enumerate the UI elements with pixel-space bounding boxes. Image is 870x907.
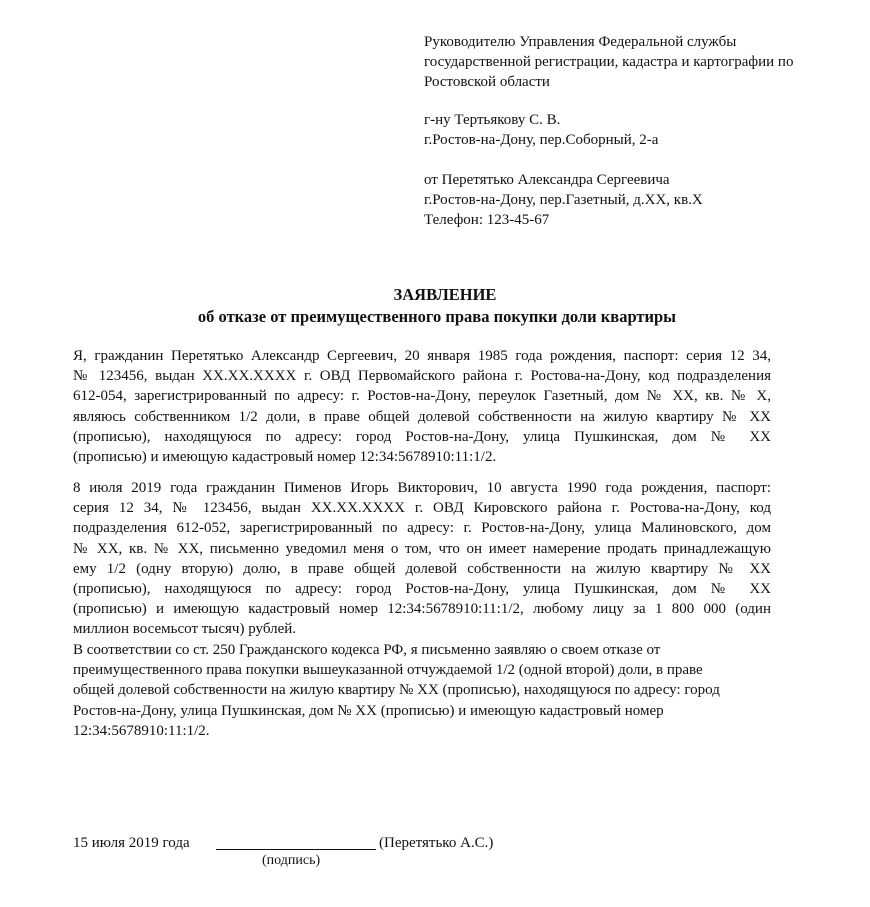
paragraph-line: (прописью), находящуюся по адресу: город Ростов-на-Дону, улица Пушкинская, дом № ХХ — [73, 581, 771, 598]
paragraph-line: Я, гражданин Перетятько Александр Сергеевич, 20 января 1985 года рождения, паспорт: серия 12 34, — [73, 348, 771, 364]
paragraph-line: В соответствии со ст. 250 Гражданского кодекса РФ, я письменно заявляю о своем отказе от — [73, 642, 661, 658]
signature-date: 15 июля 2019 года — [73, 835, 190, 851]
paragraph-line: (прописью), находящуюся по адресу: город Ростов-на-Дону, улица Пушкинская, дом № ХХ — [73, 428, 771, 445]
paragraph-line: 12:34:5678910:11:1/2. — [73, 722, 210, 739]
sender-phone: Телефон: 123-45-67 — [424, 212, 550, 228]
recipient-address: г.Ростов-на-Дону, пер.Соборный, 2-а — [424, 132, 659, 148]
paragraph-line: № 123456, выдан ХХ.ХХ.ХХХХ г. ОВД Первомайского района г. Ростова-на-Дону, код подразделения — [73, 368, 771, 385]
paragraph-line: ему 1/2 (одну вторую) долю, в праве общей долевой собственности на жилую квартиру № ХХ — [73, 560, 771, 577]
paragraph-line: Ростов-на-Дону, улица Пушкинская, дом № ХХ (прописью) и имеющую кадастровый номер — [73, 702, 664, 719]
paragraph-line: (прописью) и имеющую кадастровый номер 12:34:5678910:11:1/2, любому лицу за 1 800 000 (один — [73, 601, 771, 618]
sender-name: от Перетятько Александра Сергеевича — [424, 172, 670, 188]
document-subtitle: об отказе от преимущественного права покупки доли квартиры — [197, 307, 677, 326]
spacer — [424, 92, 816, 110]
paragraph-line: 8 июля 2019 года гражданин Пименов Игорь Викторович, 10 августа 1990 года рождения, паспорт: — [73, 480, 771, 496]
addressee-block — [424, 32, 816, 230]
paragraph-line: (прописью) и имеющую кадастровый номер 12:34:5678910:11:1/2. — [73, 449, 497, 466]
spacer — [424, 150, 816, 170]
paragraph-line: являюсь собственником 1/2 доли, в праве общей долевой собственности на жилую квартиру № ХХ — [73, 408, 771, 425]
sender-address: г.Ростов-на-Дону, пер.Газетный, д.ХХ, кв.Х — [424, 192, 703, 208]
signature-line — [216, 849, 376, 850]
signature-caption: (подпись) — [262, 853, 321, 868]
paragraph-line: преимущественного права покупки вышеуказанной отчуждаемой 1/2 (одной второй) доли, в праве — [73, 662, 703, 679]
paragraph-line: подразделения 612-052, зарегистрированный по адресу: г. Ростов-на-Дону, улица Малиновского, дом — [73, 520, 771, 537]
signatory-name: (Перетятько А.С.) — [379, 835, 494, 851]
addressee-line-1: Руководителю Управления Федеральной службы — [424, 34, 737, 50]
paragraph-2 — [73, 478, 771, 640]
paragraph-line: серия 12 34, № 123456, выдан ХХ.ХХ.ХХХХ г. ОВД Кировского района г. Ростова-на-Дону, код — [73, 500, 771, 517]
recipient-name: г-ну Тертьякову С. В. — [424, 112, 561, 128]
paragraph-1 — [73, 346, 771, 467]
paragraph-3 — [73, 640, 743, 741]
paragraph-line: 612-054, зарегистрированный по адресу: г. Ростов-на-Дону, переулок Газетный, дом № ХХ, кв. № Х, — [73, 388, 771, 405]
addressee-line-3: Ростовской области — [424, 74, 550, 90]
paragraph-line: миллион восемьсот тысяч) рублей. — [73, 621, 297, 638]
document-title: ЗАЯВЛЕНИЕ — [393, 285, 497, 304]
addressee-line-2: государственной регистрации, кадастра и картографии по — [424, 54, 794, 70]
paragraph-line: № ХХ, кв. № ХХ, письменно уведомил меня о том, что он имеет намерение продать принадлежащую — [73, 540, 771, 557]
paragraph-line: общей долевой собственности на жилую квартиру № ХХ (прописью), находящуюся по адресу: город — [73, 682, 720, 699]
